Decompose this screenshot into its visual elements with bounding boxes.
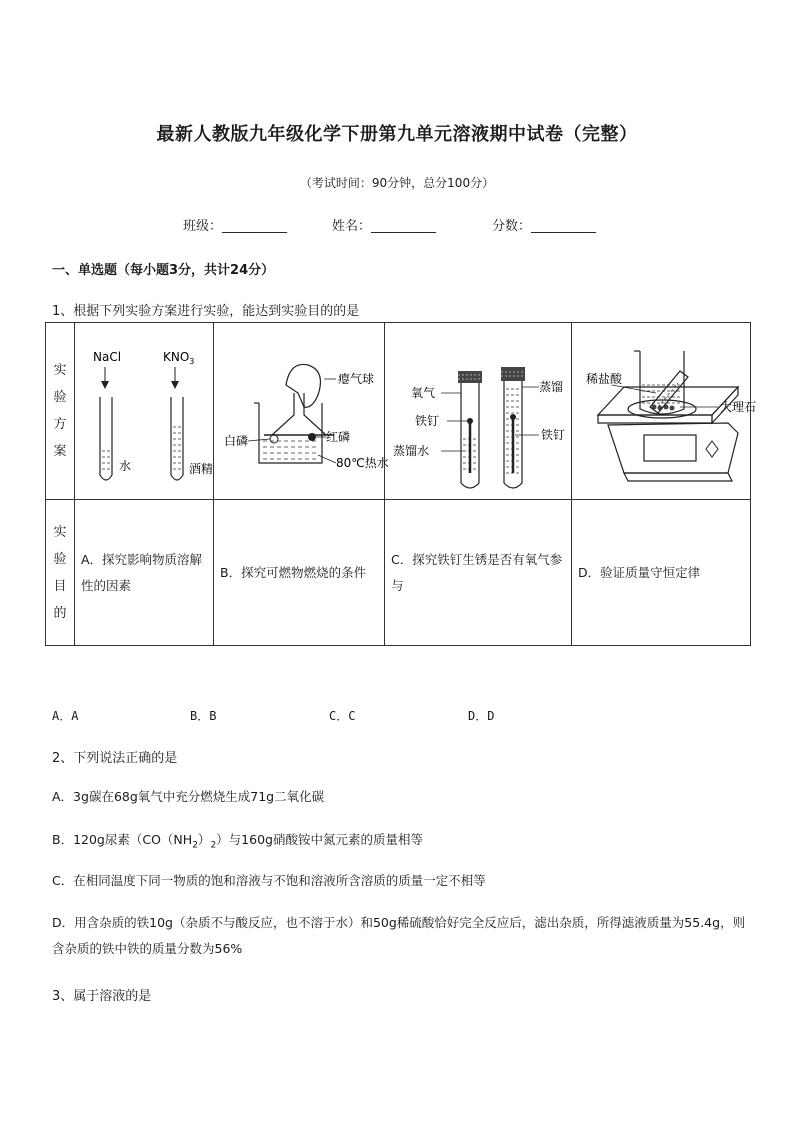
figure-c-rusting: [385, 323, 571, 495]
section-heading: 一、单选题（每小题3分，共计24分）: [52, 263, 275, 278]
svg-text:酒精: 酒精: [189, 462, 214, 476]
figure-a-test-tubes: [75, 323, 213, 495]
svg-text:氧气: 氧气: [411, 386, 436, 400]
purpose-c: C．探究铁钉生锈是否有氧气参与: [385, 500, 572, 646]
exam-duration: （考试时间：90分钟，总分100分）: [299, 176, 495, 190]
purpose-d: D．验证质量守恒定律: [572, 500, 751, 646]
svg-text:水: 水: [119, 459, 132, 473]
q2-option-a[interactable]: A．3g碳在68g氧气中充分燃烧生成71g二氧化碳: [52, 789, 325, 804]
question-3-stem: 3、属于溶液的是: [52, 989, 152, 1004]
svg-text:大理石: 大理石: [720, 400, 757, 414]
figure-c-cell: [385, 323, 572, 500]
q1-option-d[interactable]: D．D: [468, 709, 495, 723]
svg-text:蒸馏水: 蒸馏水: [393, 444, 430, 458]
purpose-b: B．探究可燃物燃烧的条件: [214, 500, 385, 646]
question-2-stem: 2、下列说法正确的是: [52, 751, 178, 766]
experiment-table: [45, 322, 757, 646]
svg-text:蒸馏: 蒸馏: [539, 380, 564, 394]
class-field: 班级：__________: [183, 219, 288, 234]
question-1-stem: 1、根据下列实验方案进行实验，能达到实验目的的是: [52, 304, 360, 319]
row-head-purpose: 实 验 目 的: [46, 500, 75, 646]
svg-text:NaCl: NaCl: [93, 350, 122, 364]
name-field: 姓名：__________: [332, 219, 437, 234]
figure-a-cell: [75, 323, 214, 500]
page-title: 最新人教版九年级化学下册第九单元溶液期中试卷（完整）: [156, 124, 638, 145]
svg-text:80℃热水: 80℃热水: [336, 456, 389, 470]
q1-option-b[interactable]: B．B: [190, 709, 217, 723]
score-field: 分数：__________: [492, 219, 597, 234]
svg-text:铁钉: 铁钉: [541, 428, 566, 442]
row-head-scheme: 实 验 方 案: [46, 323, 75, 500]
figure-d-cell: [572, 323, 757, 500]
svg-text:铁钉: 铁钉: [415, 414, 440, 428]
figure-b-cell: [214, 323, 389, 500]
q2-option-c[interactable]: C．在相同温度下同一物质的饱和溶液与不饱和溶液所含溶质的质量一定不相等: [52, 873, 486, 888]
svg-text:KNO3: $KNO_3$: [163, 350, 195, 366]
purpose-a: A．探究影响物质溶解性的因素: [75, 500, 214, 646]
svg-text:白磷: 白磷: [224, 434, 249, 448]
q1-option-c[interactable]: C．C: [329, 709, 356, 723]
q1-option-a[interactable]: A．A: [52, 709, 79, 723]
figure-d-balance: [572, 323, 757, 495]
q2-option-d[interactable]: D．用含杂质的铁10g（杂质不与酸反应，也不溶于水）和50g稀硫酸恰好完全反应后，滤出杂质，所得滤液质量为55.4g，则含杂质的铁中铁的质量分数为56%: [52, 915, 746, 956]
figure-b-combustion: [214, 323, 389, 495]
svg-text:红磷: 红磷: [326, 430, 351, 444]
svg-text:稀盐酸: 稀盐酸: [586, 372, 623, 386]
q2-option-b[interactable]: B．120g尿素$(CO(NH_2)_2)$与160g硝酸铵中氮元素的质量相等: [52, 832, 423, 851]
svg-text:瘪气球: 瘪气球: [338, 372, 375, 386]
